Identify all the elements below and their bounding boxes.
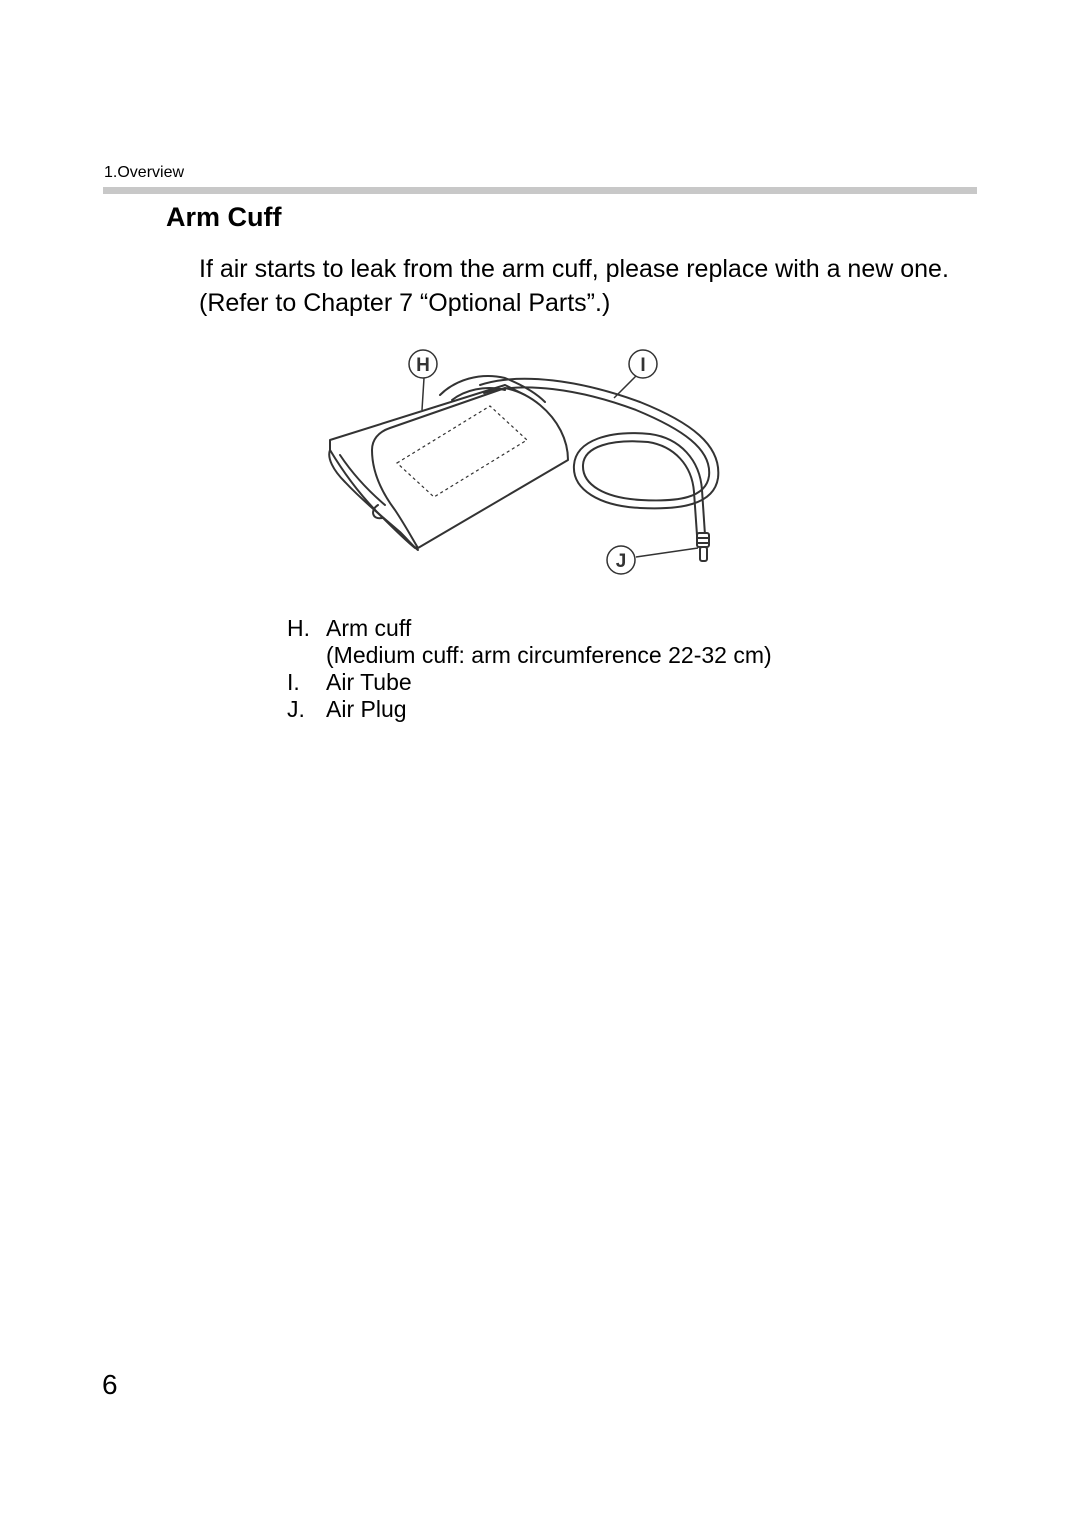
leader-i xyxy=(614,376,636,398)
legend-label-h: Arm cuff xyxy=(326,615,412,641)
air-plug xyxy=(697,533,709,561)
arm-cuff-illustration xyxy=(320,343,730,583)
legend-item-i xyxy=(287,669,772,696)
section-title: Arm Cuff xyxy=(166,202,282,232)
legend-item-h xyxy=(287,615,772,642)
parts-legend xyxy=(287,615,772,723)
callout-h: H xyxy=(416,355,430,376)
page-number: 6 xyxy=(102,1369,118,1400)
leader-j xyxy=(636,548,698,557)
legend-note-h: (Medium cuff: arm circumference 22-32 cm) xyxy=(326,642,772,668)
callout-i: I xyxy=(640,355,646,376)
callout-j: J xyxy=(615,551,627,572)
legend-item-j xyxy=(287,696,772,723)
running-header: 1.Overview xyxy=(104,164,185,181)
leader-h xyxy=(422,378,424,410)
legend-key-h: H. xyxy=(287,615,310,641)
header-rule xyxy=(103,187,977,194)
legend-label-j: Air Plug xyxy=(326,696,407,722)
legend-key-i: I. xyxy=(287,669,300,695)
intro-paragraph: If air starts to leak from the arm cuff, please replace with a new one. (Refer to Chapter 7 “Optional Parts”.) xyxy=(199,255,949,317)
legend-key-j: J. xyxy=(287,696,305,722)
legend-label-i: Air Tube xyxy=(326,669,412,695)
